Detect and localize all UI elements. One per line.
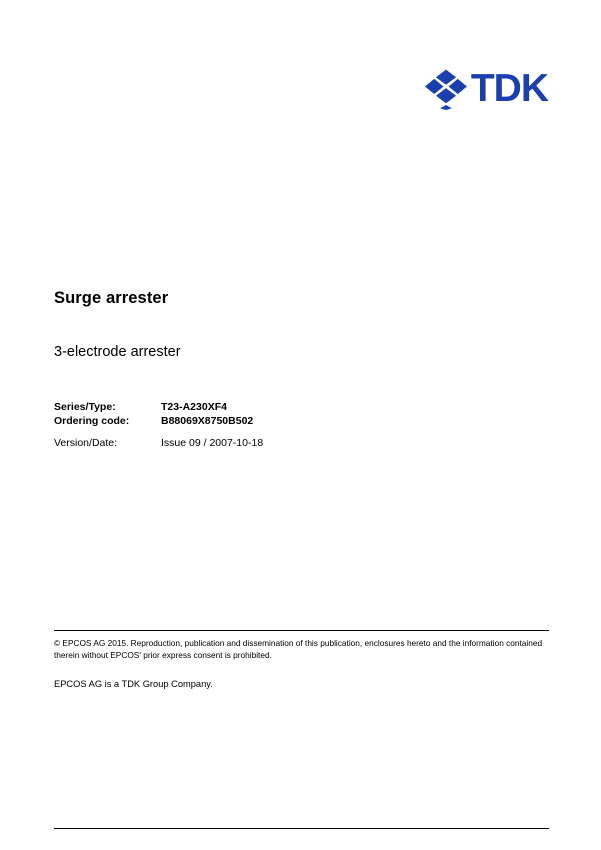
page-subtitle: 3-electrode arrester xyxy=(54,344,181,361)
series-type-value: T23-A230XF4 xyxy=(161,401,227,413)
footer xyxy=(54,630,549,690)
page-title: Surge arrester xyxy=(54,289,169,308)
version-date-value: Issue 09 / 2007-10-18 xyxy=(161,437,264,449)
table-row xyxy=(54,401,263,415)
version-date-label: Version/Date: xyxy=(54,437,118,449)
ordering-code-label: Ordering code: xyxy=(54,415,130,427)
tdk-logo xyxy=(425,68,548,110)
table-row xyxy=(54,429,263,451)
company-note: EPCOS AG is a TDK Group Company. xyxy=(54,679,213,689)
footer-divider xyxy=(54,630,549,631)
table-row xyxy=(54,415,263,429)
bottom-divider xyxy=(54,828,549,829)
document-meta-table xyxy=(54,401,263,451)
copyright-text: © EPCOS AG 2015. Reproduction, publication and dissemination of this publication, enclosures hereto and the information contained therein without EPCOS' prior express consent is prohibited. xyxy=(54,638,543,660)
tdk-wordmark: TDK xyxy=(470,67,548,110)
ordering-code-value: B88069X8750B502 xyxy=(161,415,254,427)
tdk-diamond-icon xyxy=(425,68,467,110)
series-type-label: Series/Type: xyxy=(54,401,116,413)
